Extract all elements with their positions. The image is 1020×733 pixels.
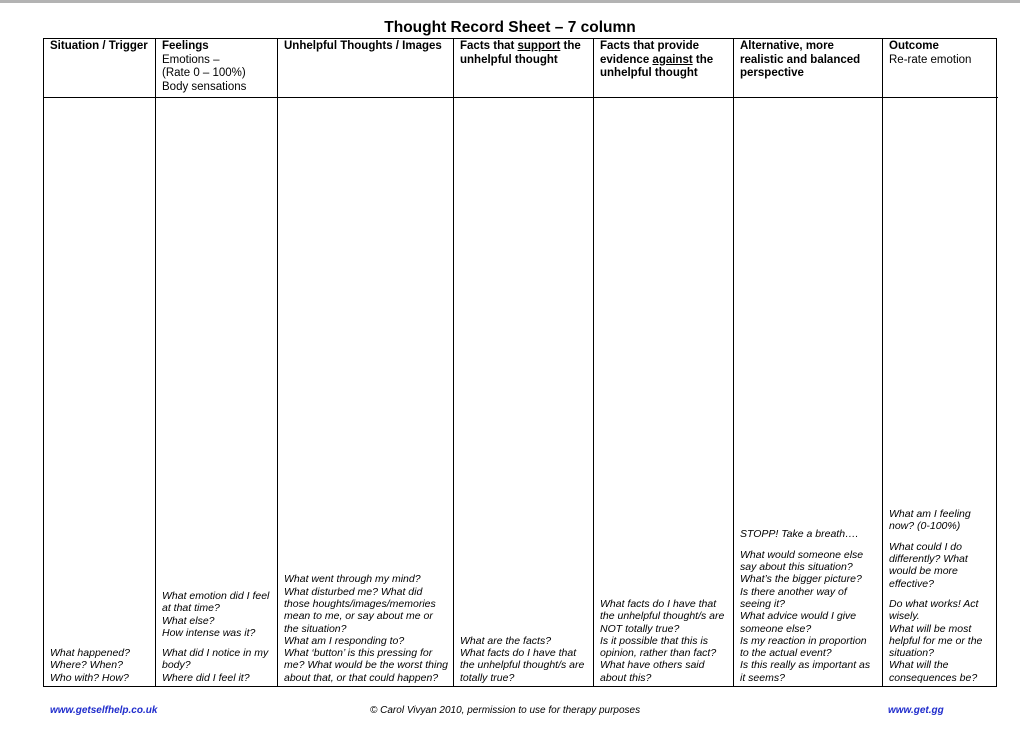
column-heading bbox=[600, 40, 728, 81]
column-subheading: Emotions – bbox=[162, 53, 220, 66]
prompt: Is my reaction in proportion to the actual event? bbox=[740, 634, 867, 660]
heading-text: the unhelpful thought bbox=[460, 40, 581, 66]
prompt: Is there another way of seeing it? bbox=[740, 585, 847, 610]
prompt: What’s the bigger picture? bbox=[740, 573, 862, 586]
column-prompts bbox=[740, 528, 878, 684]
prompt: What disturbed me? What did those houghts/images/memories mean to me, or say about me or the situation? bbox=[284, 585, 436, 635]
column-subheading: (Rate 0 – 100%) bbox=[162, 67, 246, 79]
column-header bbox=[594, 39, 733, 98]
column-header bbox=[734, 39, 882, 98]
column-heading bbox=[460, 40, 588, 67]
column-header bbox=[156, 39, 277, 98]
column-feelings bbox=[156, 39, 278, 686]
prompt: What have others said about this? bbox=[600, 659, 705, 684]
column-subheading: Body sensations bbox=[162, 80, 247, 93]
column-heading: Situation / Trigger bbox=[50, 40, 148, 52]
column-prompts bbox=[162, 590, 273, 684]
prompt: What would someone else say about this situation? bbox=[740, 548, 864, 574]
column-header bbox=[883, 39, 998, 98]
prompt: Who with? How? bbox=[50, 671, 129, 684]
prompt: Do what works! Act wisely. bbox=[889, 597, 979, 623]
column-header bbox=[44, 39, 155, 98]
prompt: What happened? bbox=[50, 647, 130, 660]
prompt: What facts do I have that the unhelpful thought/s are totally true? bbox=[460, 647, 585, 684]
heading-emphasis: against bbox=[652, 53, 693, 66]
column-heading: Unhelpful Thoughts / Images bbox=[284, 40, 442, 52]
prompt: What am I responding to? bbox=[284, 634, 405, 647]
heading-emphasis: support bbox=[517, 40, 561, 52]
prompt: What will the consequences be? bbox=[889, 659, 978, 684]
prompt: What emotion did I feel at that time? bbox=[162, 589, 270, 615]
column-header bbox=[278, 39, 453, 98]
column-prompts bbox=[889, 508, 994, 684]
prompt: What ‘button’ is this pressing for me? What would be the worst thing about that, or that could happen? bbox=[284, 647, 449, 684]
prompt: Is it possible that this is opinion, rather than fact? bbox=[600, 634, 717, 660]
column-prompts bbox=[284, 573, 449, 684]
prompt: How intense was it? bbox=[162, 626, 256, 639]
column-prompts bbox=[50, 647, 151, 684]
column-header bbox=[454, 39, 593, 98]
prompt: STOPP! Take a breath…. bbox=[740, 528, 859, 541]
column-situation bbox=[44, 39, 156, 686]
column-prompts bbox=[460, 635, 589, 684]
column-subheading: Re-rate emotion bbox=[889, 53, 972, 66]
prompt: What else? bbox=[162, 614, 215, 627]
prompt: Where? When? bbox=[50, 659, 123, 672]
column-facts-against bbox=[594, 39, 734, 686]
prompt: What are the facts? bbox=[460, 634, 552, 647]
prompt: What could I do differently? What would be more effective? bbox=[889, 540, 968, 590]
column-heading: Alternative, more realistic and balanced perspective bbox=[740, 40, 861, 79]
prompt: What will be most helpful for me or the situation? bbox=[889, 622, 983, 660]
column-heading: Feelings bbox=[162, 40, 209, 52]
prompt: Where did I feel it? bbox=[162, 671, 250, 684]
column-outcome bbox=[883, 39, 998, 686]
column-facts-support bbox=[454, 39, 594, 686]
prompt: Is this really as important as it seems? bbox=[740, 659, 871, 684]
prompt: What advice would I give someone else? bbox=[740, 610, 857, 635]
heading-text: Facts that bbox=[460, 40, 518, 52]
top-border bbox=[0, 0, 1020, 3]
prompt: What am I feeling now? (0-100%) bbox=[889, 508, 971, 533]
column-prompts bbox=[600, 598, 729, 684]
column-alternative-perspective bbox=[734, 39, 883, 686]
column-heading: Outcome bbox=[889, 40, 939, 52]
thought-record-table bbox=[43, 38, 997, 687]
footer-website-link[interactable]: www.getselfhelp.co.uk bbox=[50, 705, 158, 716]
footer-copyright: © Carol Vivyan 2010, permission to use for therapy purposes bbox=[370, 705, 641, 716]
prompt: What went through my mind? bbox=[284, 573, 421, 586]
prompt: What facts do I have that the unhelpful thought/s are NOT totally true? bbox=[600, 597, 725, 635]
sheet-title: Thought Record Sheet – 7 column bbox=[384, 19, 636, 36]
prompt: What did I notice in my body? bbox=[162, 647, 269, 672]
heading-text: the unhelpful thought bbox=[600, 53, 714, 79]
footer-short-link[interactable]: www.get.gg bbox=[888, 705, 944, 716]
column-unhelpful-thoughts bbox=[278, 39, 454, 686]
heading-text: Facts that provide evidence bbox=[600, 40, 700, 66]
